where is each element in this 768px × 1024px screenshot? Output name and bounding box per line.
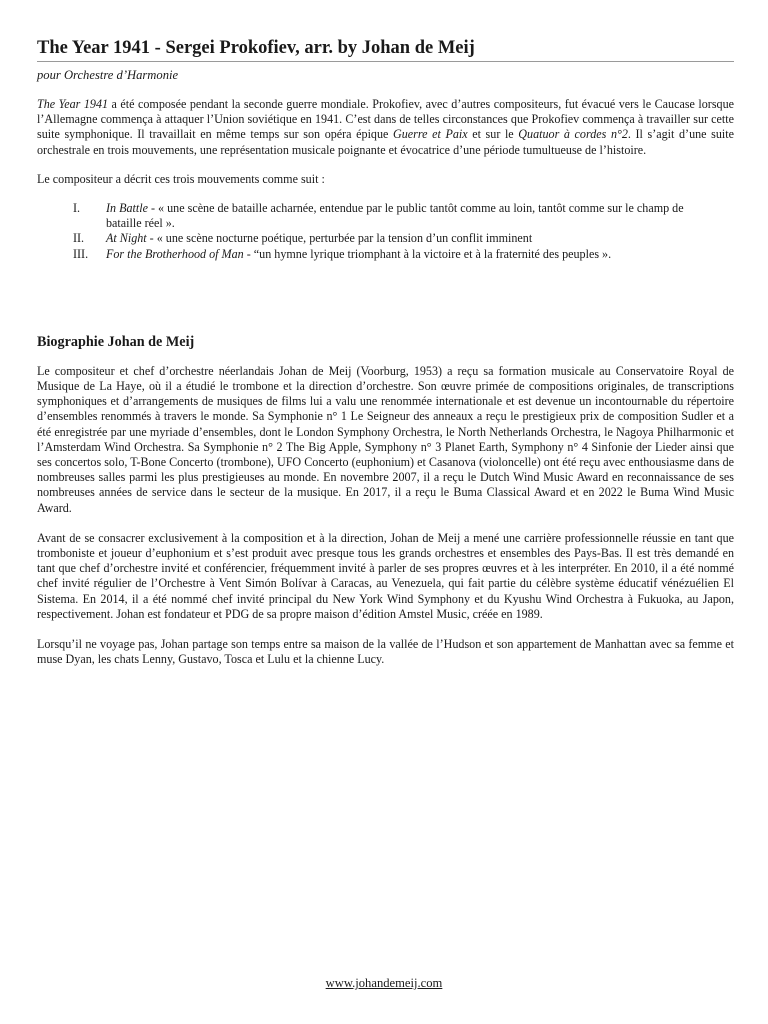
movement-name: In Battle xyxy=(106,201,148,216)
movement-text xyxy=(106,247,734,262)
movement-item xyxy=(37,247,734,262)
document-page xyxy=(37,28,734,667)
intro-text-3: . Il s’agit d’une suite orchestrale en trois mouvements, une représentation musicale poignante et évocatrice d’une période tumultueuse de l’histoire. xyxy=(37,127,734,157)
movement-name: At Night xyxy=(106,231,147,246)
intro-text-2: et sur le xyxy=(467,127,519,142)
work-title: The Year 1941 xyxy=(37,97,109,111)
intro-paragraph xyxy=(37,97,734,158)
biography-heading: Biographie Johan de Meij xyxy=(37,333,195,350)
quartet-title: Quatuor à cordes n°2 xyxy=(518,127,628,142)
movement-number: I. xyxy=(73,201,81,216)
movement-number: III. xyxy=(73,246,89,261)
movement-item xyxy=(37,231,734,246)
intro-text-1: a été composée pendant la seconde guerre mondiale. Prokofiev, avec d’autres compositeurs, fut évacué vers le Caucase lorsque l’Allemagne commença à attaquer l’Union soviétique en 1941. C’est dans de telles circonstances que Prokofiev commença à travailler sur cette suite symphonique. Il travaillait en même temps sur son opéra épique xyxy=(37,97,734,142)
biography-paragraph: Le compositeur et chef d’orchestre néerlandais Johan de Meij (Voorburg, 1953) a reçu sa formation musicale au Conservatoire Royal de Musique de La Haye, où il a étudié le trombone et la direction d’orchestre. Son œuvre primée de compositions originales, de transcriptions symphoniques et d’arrangements de musiques de films lui a valu une renommée internationale et est devenue un incontournable du répertoire d’ensembles renommés à travers le monde. Sa Symphonie n° 1 Le Seigneur des anneaux a reçu le prestigieux prix de composition Sudler et a été enregistrée par une myriade d’ensembles, dont le London Symphony Orchestra, le North Netherlands Orchestra, le Nagoya Philharmonic et l’Amsterdam Wind Orchestra. Sa Symphonie n° 2 The Big Apple, Symphony n° 3 Planet Earth, Symphony n° 4 Sinfonie der Lieder ainsi que ses concertos solo, T-Bone Concerto (trombone), UFO Concerto (euphonium) et Casanova (violoncelle) ont été reçu avec enthousiasme dans de nombreuses salles parmi les plus prestigieuses au monde. En novembre 2007, il a reçu le Dutch Wind Music Award en reconnaissance de ses nombreuses années de service dans le secteur de la musique. En 2017, il a reçu le Buma Classical Award et en 2022 le Buma Wind Music Award. xyxy=(37,363,734,515)
movement-item xyxy=(37,201,734,231)
document-title: The Year 1941 - Sergei Prokofiev, arr. by Johan de Meij xyxy=(37,36,734,62)
movement-description: - « une scène de bataille acharnée, entendue par le public tantôt comme au loin, tantôt comme sur le champ de bataille réel ». xyxy=(106,201,684,231)
document-subtitle: pour Orchestre d’Harmonie xyxy=(37,68,179,82)
opera-title: Guerre et Paix xyxy=(393,127,468,142)
movement-description: - “un hymne lyrique triomphant à la victoire et à la fraternité des peuples ». xyxy=(243,246,612,261)
movement-text xyxy=(106,201,734,231)
movements-lead: Le compositeur a décrit ces trois mouvements comme suit : xyxy=(37,171,325,186)
biography-paragraph: Lorsqu’il ne voyage pas, Johan partage son temps entre sa maison de la vallée de l’Hudson et son appartement de Manhattan avec sa femme et muse Dyan, les chats Lenny, Gustavo, Tosca et Lulu et la chienne Lucy. xyxy=(37,637,734,667)
website-link[interactable]: www.johandemeij.com xyxy=(325,976,443,990)
movement-number: II. xyxy=(73,231,85,246)
movements-list xyxy=(37,201,734,262)
biography-paragraph: Avant de se consacrer exclusivement à la composition et à la direction, Johan de Meij a mené une carrière professionnelle réussie en tant que tromboniste et joueur d’euphonium et s’est produit avec presque tous les grands orchestres et ensembles des Pays-Bas. Il est très demandé en tant que chef d’orchestre invité et conférencier, fréquemment invité à parler de ses propres œuvres et à les interpréter. En 2010, il a été nommé chef invité régulier de l’Orchestre à Vent Simón Bolívar à Caracas, au Venezuela, qui fait partie du célèbre système éducatif vénézuélien El Sistema. En 2014, il a été nommé chef invité principal du New York Wind Symphony et du Kyushu Wind Orchestra à Fukuoka, au Japon, respectivement. Johan est fondateur et PDG de sa propre maison d’édition Amstel Music, créée en 1989. xyxy=(37,530,734,621)
movement-name: For the Brotherhood of Man xyxy=(106,246,244,261)
movement-description: - « une scène nocturne poétique, perturbée par la tension d’un conflit imminent xyxy=(146,231,533,246)
movement-text xyxy=(106,231,734,246)
page-footer xyxy=(0,975,768,991)
